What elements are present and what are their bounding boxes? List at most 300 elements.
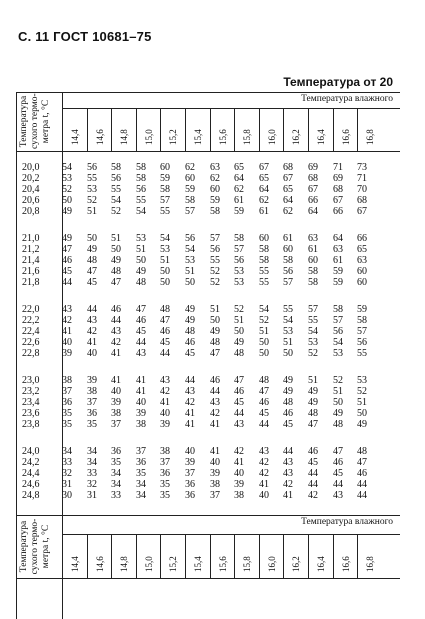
top-table-cell: 47 [210,348,220,359]
bottom-table-col-header: 14,6 [95,556,105,572]
bottom-table-rule-first [62,515,63,619]
top-table-cell: 52 [87,195,97,206]
top-table-rule-left [16,92,17,515]
top-table-row-header-line: сухого термо- [30,93,40,149]
top-table-cell: 52 [210,266,220,277]
top-table-rule-sub [62,108,400,109]
top-table-cell: 46 [234,386,244,397]
top-table-cell: 36 [62,397,72,408]
top-table-cell: 49 [111,255,121,266]
top-table-cell: 44 [333,479,343,490]
top-table-cell: 45 [62,266,72,277]
top-table-cell: 44 [185,375,195,386]
top-table-cell: 31 [62,479,72,490]
top-table-cell: 51 [185,266,195,277]
top-table-cell: 54 [259,304,269,315]
top-table-cell: 34 [111,479,121,490]
top-table-cell: 54 [160,233,170,244]
top-table-cell: 48 [283,397,293,408]
top-table-row-temp: 22,8 [22,348,40,359]
top-table-cell: 44 [308,479,318,490]
top-table-cell: 54 [185,244,195,255]
top-table-cell: 58 [160,184,170,195]
top-table-cell: 51 [160,255,170,266]
top-table-cell: 56 [234,255,244,266]
top-table-cell: 59 [357,304,367,315]
top-table-cell: 46 [333,457,343,468]
top-table-cell: 56 [111,173,121,184]
top-table-cell: 53 [283,326,293,337]
top-table-cell: 55 [308,315,318,326]
top-table-cell: 49 [62,233,72,244]
top-table-cell: 59 [185,184,195,195]
top-table-cell: 49 [210,326,220,337]
top-table-cell: 34 [111,468,121,479]
top-table-row-temp: 24,4 [22,468,40,479]
bottom-table-rule-head [16,578,400,579]
top-table-col-header: 15,8 [242,129,252,145]
top-table-cell: 53 [308,337,318,348]
top-table-cell: 56 [136,184,146,195]
top-table-cell: 47 [136,304,146,315]
top-table-cell: 38 [234,490,244,501]
top-table-cell: 57 [234,244,244,255]
top-table-cell: 38 [160,446,170,457]
top-table-cell: 43 [234,419,244,430]
top-table-cell: 60 [210,184,220,195]
top-table-cell: 51 [283,337,293,348]
top-table-cell: 62 [283,206,293,217]
bottom-table-col-divider [283,534,284,578]
top-table-cell: 43 [259,446,269,457]
top-table-cell: 42 [62,315,72,326]
top-table-cell: 42 [283,479,293,490]
top-table-cell: 46 [210,375,220,386]
top-table-cell: 60 [259,233,269,244]
top-table-cell: 58 [111,162,121,173]
top-table-cell: 41 [87,337,97,348]
top-table-cell: 60 [160,162,170,173]
top-table-cell: 65 [357,244,367,255]
top-table-cell: 42 [259,457,269,468]
top-table-row-temp: 20,2 [22,173,40,184]
top-table-cell: 54 [62,162,72,173]
top-table-cell: 58 [136,173,146,184]
top-table-cell: 44 [62,277,72,288]
bottom-table-col-divider [308,534,309,578]
top-table-cell: 54 [333,337,343,348]
top-table-cell: 50 [333,397,343,408]
top-table-cell: 53 [185,255,195,266]
top-table-cell: 37 [87,397,97,408]
top-table-col-header: 16,6 [341,129,351,145]
top-table-col-divider [333,108,334,151]
bottom-table-col-header: 15,2 [168,556,178,572]
top-table-col-divider [160,108,161,151]
top-table-cell: 51 [210,304,220,315]
top-table-cell: 41 [111,375,121,386]
top-table-cell: 49 [185,304,195,315]
top-table-cell: 57 [333,315,343,326]
top-table-cell: 46 [259,397,269,408]
top-table-cell: 39 [210,468,220,479]
top-table-cell: 42 [234,446,244,457]
top-table-cell: 43 [160,375,170,386]
top-table-cell: 35 [62,408,72,419]
top-table-cell: 52 [259,315,269,326]
top-table-cell: 41 [283,490,293,501]
top-table-cell: 49 [234,337,244,348]
top-table-cell: 58 [259,255,269,266]
top-table-cell: 36 [185,490,195,501]
top-table-cell: 55 [160,206,170,217]
top-table-col-divider [308,108,309,151]
top-table-cell: 45 [283,419,293,430]
top-table-cell: 50 [234,326,244,337]
top-table-cell: 57 [283,277,293,288]
top-table-cell: 40 [259,490,269,501]
top-table-row-temp: 23,4 [22,397,40,408]
top-table-cell: 45 [234,397,244,408]
top-table-row-temp: 24,2 [22,457,40,468]
top-table-cell: 40 [185,446,195,457]
top-table-cell: 40 [136,397,146,408]
top-table-col-header: 14,8 [119,129,129,145]
top-table-cell: 35 [160,490,170,501]
bottom-table-col-divider [333,534,334,578]
top-table-cell: 54 [136,206,146,217]
top-table-cell: 62 [234,184,244,195]
top-table-col-divider [234,108,235,151]
top-table-cell: 36 [160,468,170,479]
top-table-cell: 62 [259,195,269,206]
top-table-cell: 49 [185,315,195,326]
top-table-cell: 40 [160,408,170,419]
top-table-cell: 58 [185,195,195,206]
top-table-cell: 53 [62,173,72,184]
top-table-cell: 39 [185,457,195,468]
top-table-cell: 51 [87,206,97,217]
top-table-cell: 46 [308,446,318,457]
bottom-table-col-header: 15,8 [242,556,252,572]
top-table-cell: 53 [333,348,343,359]
top-table-col-header: 15,2 [168,129,178,145]
top-table-cell: 51 [333,386,343,397]
top-table-cell: 58 [308,277,318,288]
top-table-cell: 33 [62,457,72,468]
top-table-cell: 51 [136,244,146,255]
top-table-cell: 44 [234,408,244,419]
top-table-cell: 36 [87,408,97,419]
top-table-cell: 40 [62,337,72,348]
top-table-cell: 56 [210,244,220,255]
top-table-cell: 55 [259,266,269,277]
page-header: С. 11 ГОСТ 10681–75 [18,29,152,44]
top-table-cell: 58 [308,266,318,277]
top-table-cell: 35 [87,419,97,430]
top-table-cell: 58 [357,315,367,326]
top-table-cell: 64 [234,173,244,184]
bottom-table-col-divider [136,534,137,578]
top-table-row-header-line: метра t, °C [41,99,51,144]
top-table-cell: 51 [234,315,244,326]
top-table-cell: 68 [333,184,343,195]
top-table-row-temp: 20,8 [22,206,40,217]
top-table-cell: 34 [87,446,97,457]
top-table-cell: 71 [357,173,367,184]
top-table-cell: 35 [160,479,170,490]
top-table-cell: 46 [136,315,146,326]
top-table-cell: 58 [210,206,220,217]
top-table-cell: 56 [357,337,367,348]
top-table-cell: 41 [210,419,220,430]
top-table-cell: 66 [333,206,343,217]
top-table-cell: 68 [283,162,293,173]
top-table-cell: 71 [333,162,343,173]
top-table-cell: 55 [111,184,121,195]
top-table-cell: 34 [136,479,146,490]
top-table-cell: 63 [357,255,367,266]
top-table-row-temp: 23,2 [22,386,40,397]
top-table-cell: 50 [160,277,170,288]
top-table-cell: 47 [111,277,121,288]
top-table-cell: 41 [185,419,195,430]
top-table-cell: 60 [308,255,318,266]
top-table-cell: 63 [308,233,318,244]
top-table-cell: 59 [333,277,343,288]
bottom-table-col-divider [160,534,161,578]
top-table-cell: 31 [87,490,97,501]
top-table-cell: 52 [333,375,343,386]
top-table-cell: 57 [160,195,170,206]
top-table-cell: 65 [283,184,293,195]
top-table-cell: 41 [62,326,72,337]
top-table-cell: 64 [308,206,318,217]
top-table-cell: 47 [357,457,367,468]
bottom-table-col-divider [210,534,211,578]
top-table-col-header: 15,0 [144,129,154,145]
bottom-table-col-divider [87,534,88,578]
top-table-col-header: 14,4 [70,129,80,145]
top-table-col-divider [210,108,211,151]
top-table-cell: 48 [234,348,244,359]
top-table-cell: 52 [234,304,244,315]
top-table-cell: 48 [160,304,170,315]
top-table-cell: 32 [62,468,72,479]
top-table-row-temp: 23,0 [22,375,40,386]
top-table-cell: 56 [283,266,293,277]
top-table-cell: 50 [87,233,97,244]
top-table-row-temp: 20,0 [22,162,40,173]
top-table-row-temp: 24,8 [22,490,40,501]
top-table-cell: 35 [62,419,72,430]
top-table-cell: 57 [357,326,367,337]
top-table-cell: 49 [357,419,367,430]
top-table-subheader: Температура влажного [301,94,393,104]
top-table-row-temp: 21,6 [22,266,40,277]
top-table-cell: 42 [87,326,97,337]
top-table-col-divider [259,108,260,151]
bottom-table-col-header: 15,4 [193,556,203,572]
top-table-cell: 47 [234,375,244,386]
top-table-cell: 61 [234,195,244,206]
bottom-table-row-header-line: сухого термо- [30,518,40,575]
top-table-cell: 44 [210,386,220,397]
top-table-cell: 37 [185,468,195,479]
top-table-cell: 59 [160,173,170,184]
top-table-cell: 48 [111,266,121,277]
top-table-cell: 43 [210,397,220,408]
top-table-row-temp: 22,0 [22,304,40,315]
top-table-cell: 65 [234,162,244,173]
top-table-cell: 50 [210,315,220,326]
top-table-cell: 47 [87,266,97,277]
top-table-cell: 66 [357,233,367,244]
top-table-cell: 37 [111,419,121,430]
top-table-cell: 37 [136,446,146,457]
top-table-cell: 50 [357,408,367,419]
top-table-cell: 43 [111,326,121,337]
top-table-cell: 55 [259,277,269,288]
top-table-cell: 44 [111,315,121,326]
top-table-cell: 48 [136,277,146,288]
top-table-row-temp: 20,6 [22,195,40,206]
top-table-cell: 59 [210,195,220,206]
top-table-cell: 61 [308,244,318,255]
top-table-col-header: 14,6 [95,129,105,145]
top-table-cell: 51 [357,397,367,408]
top-table-cell: 44 [259,419,269,430]
top-table-cell: 42 [111,337,121,348]
top-table-row-temp: 21,4 [22,255,40,266]
top-table-col-header: 15,6 [218,129,228,145]
top-table-cell: 45 [160,337,170,348]
top-table-cell: 37 [160,457,170,468]
top-table-cell: 61 [333,255,343,266]
top-table-cell: 43 [333,490,343,501]
top-table-cell: 48 [87,255,97,266]
top-table-col-divider [111,108,112,151]
top-table-col-header: 15,4 [193,129,203,145]
top-table-cell: 57 [185,206,195,217]
top-table-cell: 48 [333,419,343,430]
top-table-cell: 51 [111,233,121,244]
top-table-cell: 45 [185,348,195,359]
top-table-row-temp: 21,2 [22,244,40,255]
top-table-cell: 67 [283,173,293,184]
top-table-cell: 41 [160,397,170,408]
top-table-cell: 47 [160,315,170,326]
top-table-rule-head [16,151,400,152]
top-table-row-temp: 21,0 [22,233,40,244]
bottom-table-col-divider [234,534,235,578]
top-table-cell: 67 [357,206,367,217]
top-table-cell: 66 [308,195,318,206]
top-table-cell: 47 [333,446,343,457]
top-table-cell: 50 [160,266,170,277]
top-table-cell: 52 [308,348,318,359]
top-table-cell: 46 [283,408,293,419]
bottom-table-rule-left [16,515,17,619]
top-table-cell: 38 [111,408,121,419]
top-table-cell: 45 [259,408,269,419]
top-table-cell: 45 [333,468,343,479]
top-table-cell: 64 [283,195,293,206]
top-table-row-temp: 23,8 [22,419,40,430]
top-table-cell: 41 [185,408,195,419]
top-table-cell: 58 [136,162,146,173]
top-table-cell: 49 [308,386,318,397]
top-table-cell: 55 [210,255,220,266]
top-table-cell: 38 [136,419,146,430]
top-table-cell: 53 [87,184,97,195]
top-table-cell: 39 [234,479,244,490]
top-table-cell: 68 [308,173,318,184]
top-table-cell: 34 [62,446,72,457]
top-table-cell: 69 [308,162,318,173]
top-table-cell: 55 [136,195,146,206]
top-table-cell: 62 [210,173,220,184]
top-table-cell: 40 [111,386,121,397]
bottom-table-row-header-line: метра t, °C [41,524,51,569]
top-table-cell: 57 [308,304,318,315]
top-table-cell: 49 [283,375,293,386]
top-table-cell: 49 [333,408,343,419]
top-table-cell: 55 [283,304,293,315]
top-table-cell: 35 [111,457,121,468]
top-table-cell: 52 [210,277,220,288]
top-table-cell: 60 [283,244,293,255]
top-table-cell: 65 [259,173,269,184]
top-table-col-header: 16,4 [316,129,326,145]
top-table-col-divider [283,108,284,151]
top-table-cell: 52 [62,184,72,195]
top-table-cell: 55 [87,173,97,184]
top-table-col-header: 16,0 [267,129,277,145]
bottom-table-rule-top [16,515,400,516]
top-table-cell: 45 [87,277,97,288]
top-table-cell: 36 [185,479,195,490]
top-table-cell: 67 [333,195,343,206]
top-table-cell: 50 [259,337,269,348]
top-table-cell: 39 [62,348,72,359]
top-table-cell: 45 [136,326,146,337]
top-table-row-temp: 21,8 [22,277,40,288]
top-table-row-temp: 24,6 [22,479,40,490]
top-table-cell: 42 [259,468,269,479]
top-table-cell: 40 [87,348,97,359]
top-table-cell: 50 [283,348,293,359]
bottom-table-rule-sub [62,534,400,535]
top-table-cell: 51 [259,326,269,337]
top-table-cell: 60 [357,277,367,288]
top-table-cell: 42 [210,408,220,419]
top-table-cell: 47 [259,386,269,397]
top-table-cell: 50 [62,195,72,206]
bottom-table-col-header: 16,8 [365,556,375,572]
top-table-cell: 55 [357,348,367,359]
top-table-cell: 48 [185,326,195,337]
top-table-cell: 61 [283,233,293,244]
top-table-row-temp: 20,4 [22,184,40,195]
top-table-cell: 34 [87,457,97,468]
top-table-cell: 43 [185,386,195,397]
top-table-cell: 46 [160,326,170,337]
top-table-cell: 48 [259,375,269,386]
top-table-cell: 53 [136,233,146,244]
top-table-row-temp: 24,0 [22,446,40,457]
top-table-row-temp: 22,2 [22,315,40,326]
